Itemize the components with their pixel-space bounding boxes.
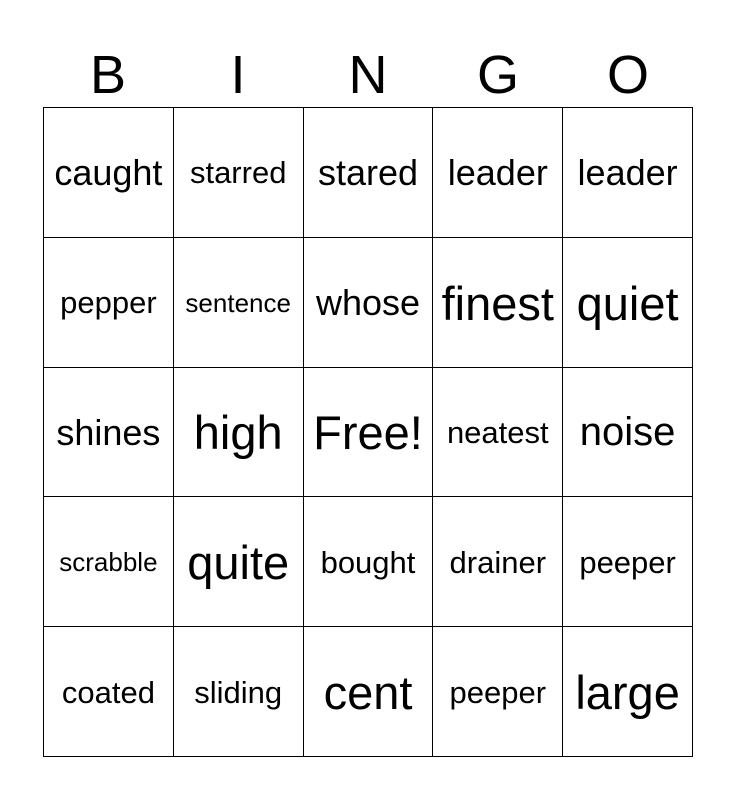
header-letter-o: O (606, 45, 649, 105)
bingo-cell[interactable]: neatest (433, 368, 563, 498)
bingo-cell[interactable]: peeper (433, 627, 563, 757)
bingo-cell[interactable]: cent (304, 627, 434, 757)
bingo-cell[interactable]: whose (304, 238, 434, 368)
bingo-cell[interactable]: peeper (563, 497, 693, 627)
bingo-cell[interactable]: quiet (563, 238, 693, 368)
header-letter-b: B (89, 45, 127, 105)
header-letter-n: N (348, 45, 388, 105)
bingo-cell[interactable]: quite (174, 497, 304, 627)
bingo-board (43, 107, 693, 757)
bingo-cell[interactable]: starred (174, 108, 304, 238)
bingo-cell[interactable]: coated (44, 627, 174, 757)
bingo-cell[interactable]: stared (304, 108, 434, 238)
bingo-cell[interactable]: large (563, 627, 693, 757)
bingo-cell[interactable]: sentence (174, 238, 304, 368)
bingo-cell[interactable]: leader (563, 108, 693, 238)
bingo-cell[interactable]: caught (44, 108, 174, 238)
bingo-cell[interactable]: pepper (44, 238, 174, 368)
header-letter-i: I (230, 45, 246, 105)
bingo-header (43, 42, 693, 108)
bingo-cell[interactable]: sliding (174, 627, 304, 757)
bingo-cell[interactable]: finest (433, 238, 563, 368)
bingo-cell[interactable]: bought (304, 497, 434, 627)
bingo-cell[interactable]: scrabble (44, 497, 174, 627)
bingo-cell[interactable]: leader (433, 108, 563, 238)
bingo-cell[interactable]: noise (563, 368, 693, 498)
header-letter-g: G (476, 45, 519, 105)
bingo-cell[interactable]: shines (44, 368, 174, 498)
bingo-cell[interactable]: drainer (433, 497, 563, 627)
free-space-cell[interactable]: Free! (304, 368, 434, 498)
bingo-cell[interactable]: high (174, 368, 304, 498)
